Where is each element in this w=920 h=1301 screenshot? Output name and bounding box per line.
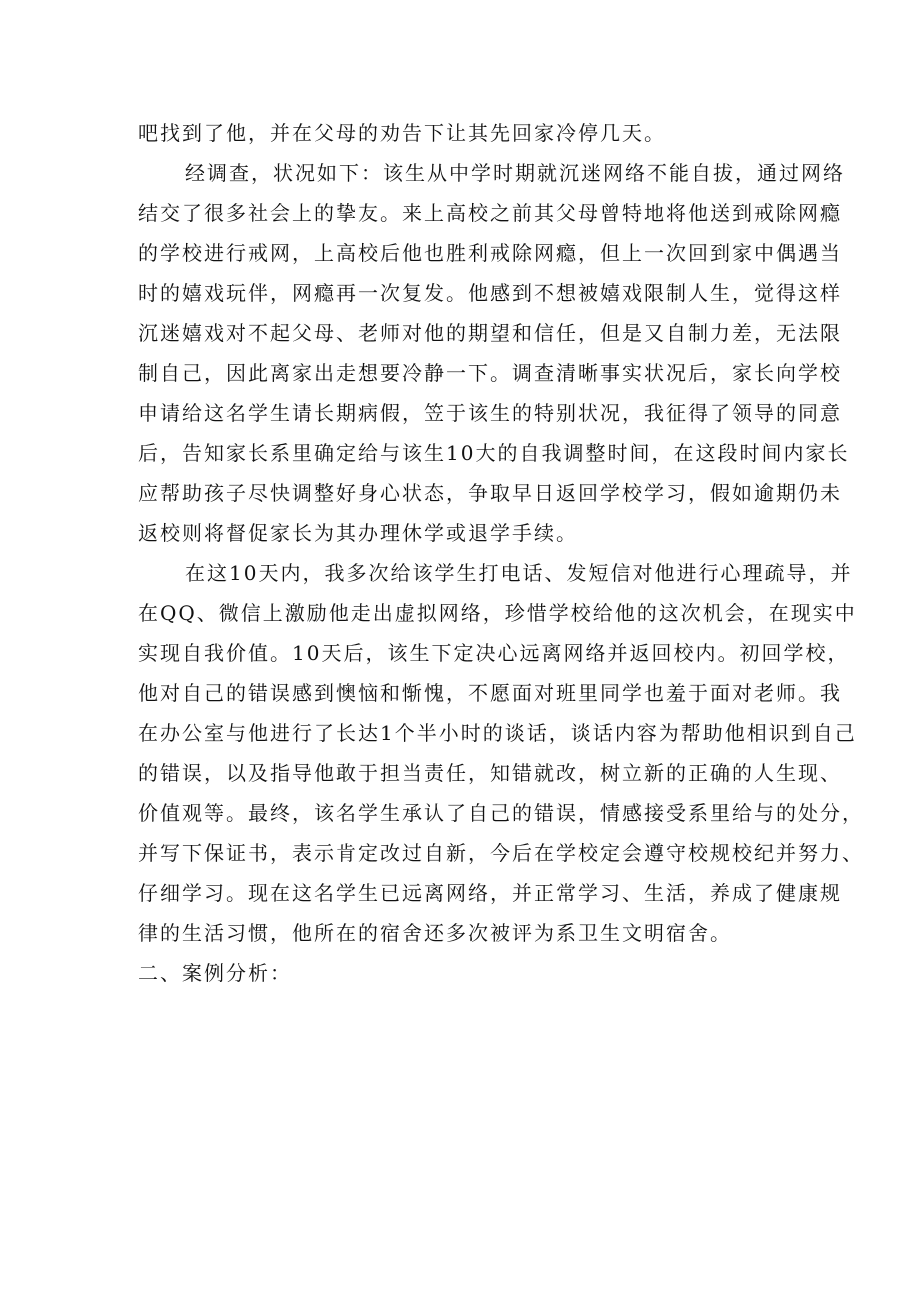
text-line: 在QQ、微信上激励他走出虚拟网络，珍惜学校给他的这次机会，在现实中 <box>138 601 857 625</box>
text-line: 实现自我价值。10天后，该生下定决心远离网络并返回校内。初回学校， <box>138 641 850 665</box>
text-line: 价值观等。最终，该名学生承认了自己的错误，情感接受系里给与的处分， <box>138 801 864 825</box>
text-line: 应帮助孩子尽快调整好身心状态，争取早日返回学校学习，假如逾期仍未 <box>138 481 842 505</box>
text-line: 在这10天内，我多次给该学生打电话、发短信对他进行心理疏导，并 <box>185 561 853 585</box>
text-line: 的学校进行戒网，上高校后他也胜利戒除网瘾，但上一次回到家中偶遇当 <box>138 241 842 265</box>
section-heading: 二、案例分析： <box>138 961 292 985</box>
text-line: 经调查，状况如下：该生从中学时期就沉迷网络不能自拔，通过网络 <box>185 161 845 185</box>
text-line: 并写下保证书，表示肯定改过自新，今后在学校定会遵守校规校纪并努力、 <box>138 841 864 865</box>
text-line: 的错误，以及指导他敢于担当责任，知错就改，树立新的正确的人生现、 <box>138 761 842 785</box>
text-line: 返校则将督促家长为其办理休学或退学手续。 <box>138 521 578 545</box>
text-line: 申请给这名学生请长期病假，笠于该生的特别状况，我征得了领导的同意 <box>138 401 842 425</box>
text-line: 他对自己的错误感到懊恼和惭愧，不愿面对班里同学也羞于面对老师。我 <box>138 681 842 705</box>
text-line: 制自己，因此离家出走想要冷静一下。调查清晰事实状况后，家长向学校 <box>138 361 842 385</box>
text-line: 律的生活习惯，他所在的宿舍还多次被评为系卫生文明宿舍。 <box>138 921 732 945</box>
document-body <box>138 113 864 993</box>
text-line: 沉迷嬉戏对不起父母、老师对他的期望和信任，但是又自制力差，无法限 <box>138 321 842 345</box>
text-line: 仔细学习。现在这名学生已远离网络，并正常学习、生活，养成了健康规 <box>138 881 842 905</box>
text-line: 结交了很多社会上的挚友。来上高校之前其父母曾特地将他送到戒除网瘾 <box>138 201 842 225</box>
text-line: 在办公室与他进行了长达1个半小时的谈话，谈话内容为帮助他相识到自己 <box>138 721 857 745</box>
text-line: 吧找到了他，并在父母的劝告下让其先回家冷停几天。 <box>138 121 666 145</box>
text-line: 后，告知家长系里确定给与该生10大的自我调整时间，在这段时间内家长 <box>138 441 850 465</box>
text-line: 时的嬉戏玩伴，网瘾再一次复发。他感到不想被嬉戏限制人生，觉得这样 <box>138 281 842 305</box>
